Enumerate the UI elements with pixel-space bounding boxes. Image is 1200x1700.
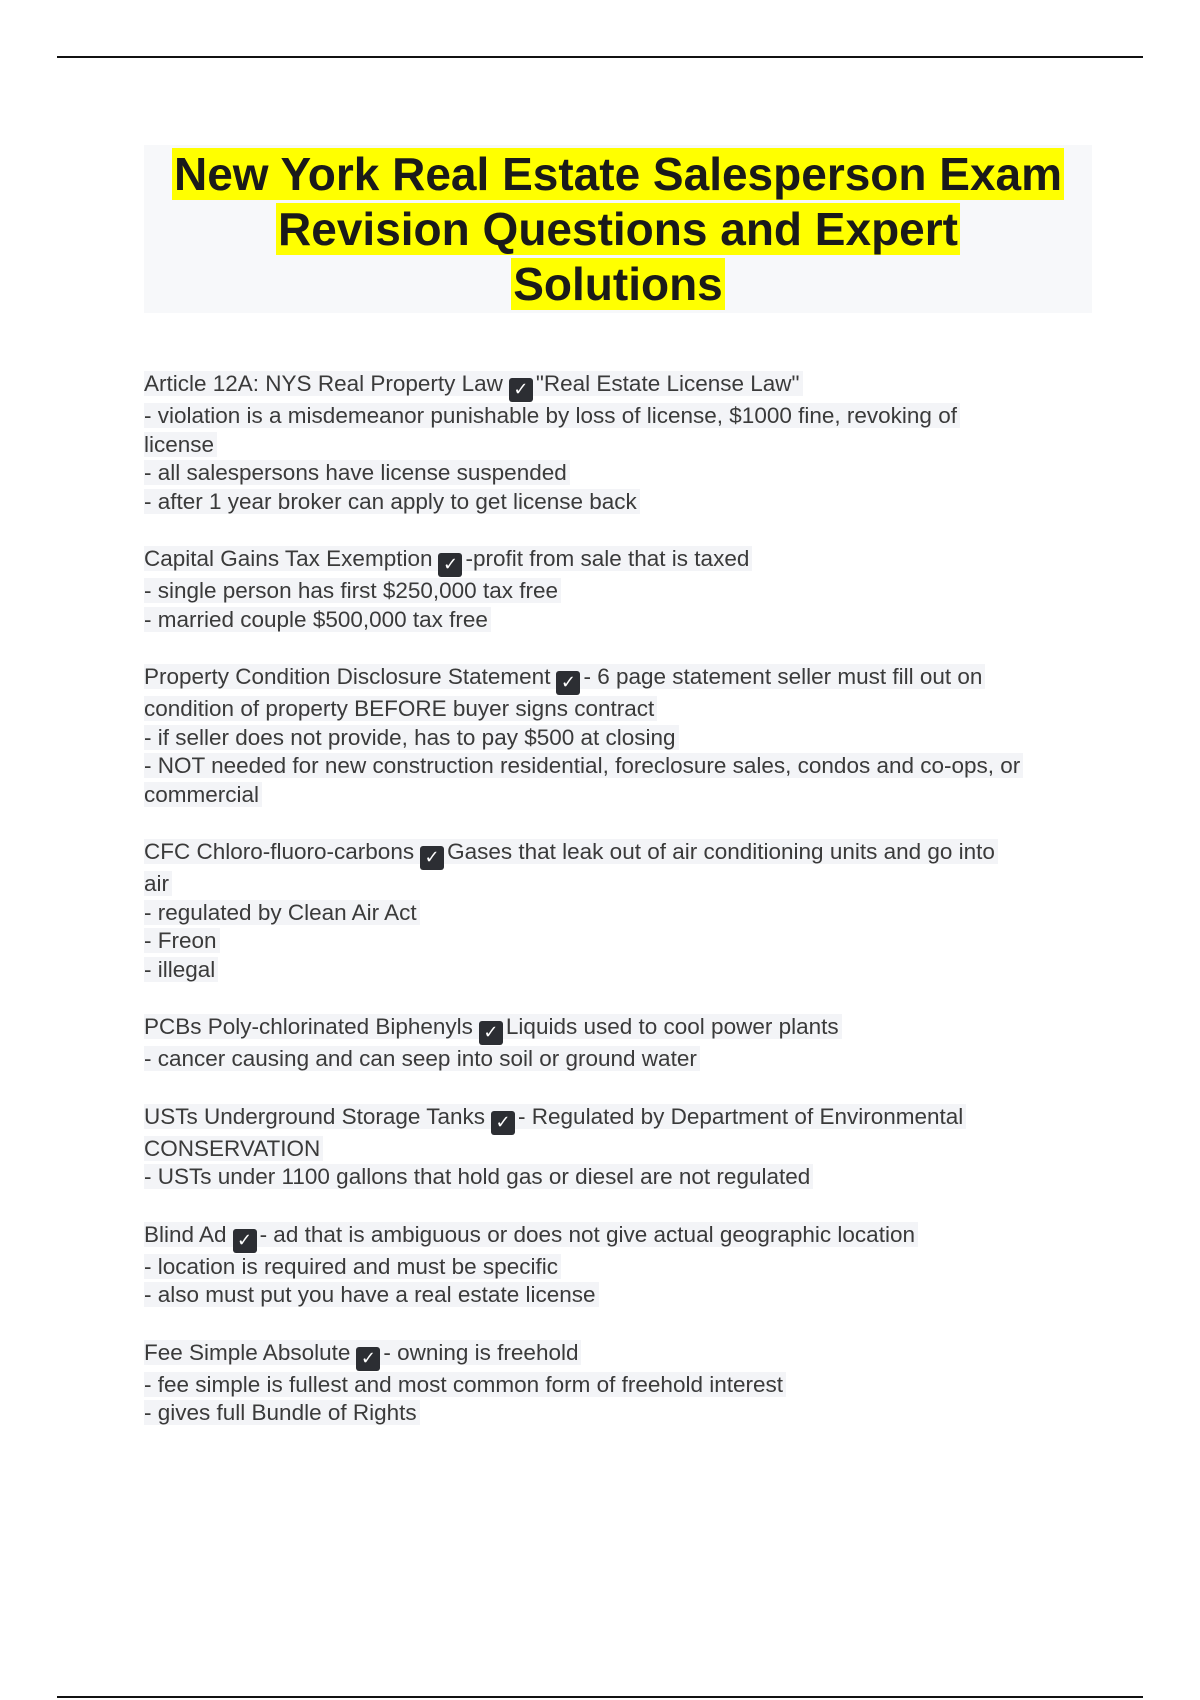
entry-detail-text: - fee simple is fullest and most common form of freehold interest: [144, 1372, 786, 1397]
entry-detail-line: [144, 606, 1094, 635]
entry-heading-highlight: [144, 839, 998, 868]
entry-detail-line: [144, 899, 1094, 928]
entry-heading-line: [144, 838, 1094, 870]
checkmark-icon: ✓: [479, 1021, 503, 1045]
entry-definition: Gases that leak out of air conditioning units and go into: [447, 839, 995, 864]
flashcard-entry: [144, 1339, 1094, 1428]
entry-heading-highlight: [144, 371, 803, 400]
entry-detail-text: - if seller does not provide, has to pay $500 at closing: [144, 725, 679, 750]
entry-heading-highlight: [144, 1339, 581, 1369]
entry-term: Fee Simple Absolute: [144, 1339, 351, 1365]
entry-detail-text: - USTs under 1100 gallons that hold gas or diesel are not regulated: [144, 1164, 813, 1189]
entry-detail-text: - single person has first $250,000 tax free: [144, 578, 561, 603]
entry-detail-line: [144, 1253, 1094, 1282]
entry-heading-line: [144, 1013, 1094, 1045]
entry-detail-line: [144, 488, 1094, 517]
entry-term: USTs Underground Storage Tanks: [144, 1103, 486, 1129]
entry-detail-text: license: [144, 432, 217, 457]
entry-detail-text: - location is required and must be specific: [144, 1254, 561, 1279]
entry-definition: - ad that is ambiguous or does not give actual geographic location: [259, 1221, 915, 1247]
entry-detail-line: [144, 1399, 1094, 1428]
entry-detail-text: commercial: [144, 782, 262, 807]
entry-definition: - owning is freehold: [383, 1339, 579, 1365]
entry-detail-line: [144, 724, 1094, 753]
checkmark-icon: ✓: [420, 846, 444, 870]
checkmark-icon: ✓: [356, 1347, 380, 1371]
entry-detail-line: [144, 459, 1094, 488]
flashcard-entry: [144, 370, 1094, 516]
title-line-2: Revision Questions and Expert: [278, 203, 958, 255]
entry-detail-line: [144, 927, 1094, 956]
entry-detail-text: - after 1 year broker can apply to get license back: [144, 489, 640, 514]
entry-heading-highlight: [144, 546, 752, 575]
checkmark-icon: ✓: [509, 378, 533, 402]
entry-detail-text: - NOT needed for new construction residential, foreclosure sales, condos and co-ops, or: [144, 753, 1023, 778]
entry-detail-line: [144, 577, 1094, 606]
entry-detail-line: [144, 695, 1094, 724]
checkmark-icon: ✓: [491, 1111, 515, 1135]
entry-detail-text: condition of property BEFORE buyer signs contract: [144, 696, 657, 721]
title-line-3: Solutions: [513, 258, 723, 310]
entry-term: Blind Ad: [144, 1221, 227, 1247]
entry-heading-highlight: [144, 1221, 918, 1251]
entry-detail-line: [144, 1163, 1094, 1192]
entry-detail-text: - gives full Bundle of Rights: [144, 1400, 420, 1425]
top-rule: [57, 56, 1143, 58]
entry-heading-line: [144, 370, 1094, 402]
entry-detail-text: - all salespersons have license suspended: [144, 460, 570, 485]
title-line-1: New York Real Estate Salesperson Exam: [173, 148, 1063, 200]
entry-term: CFC Chloro-fluoro-carbons: [144, 839, 415, 864]
entry-heading-highlight: [144, 664, 985, 693]
entry-detail-line: [144, 1371, 1094, 1400]
checkmark-icon: ✓: [233, 1229, 257, 1253]
entry-heading-highlight: [144, 1014, 842, 1043]
entry-term: Property Condition Disclosure Statement: [144, 664, 551, 689]
entry-heading-highlight: [144, 1103, 966, 1133]
entry-heading-line: [144, 545, 1094, 577]
entry-term: PCBs Poly-chlorinated Biphenyls: [144, 1014, 473, 1039]
checkmark-icon: ✓: [438, 553, 462, 577]
flashcard-entry: [144, 1221, 1094, 1310]
entry-detail-line: [144, 402, 1094, 431]
flashcard-entry: [144, 663, 1094, 809]
entry-detail-line: [144, 752, 1094, 781]
entry-definition: - Regulated by Department of Environmental: [518, 1103, 964, 1129]
entry-term: Article 12A: NYS Real Property Law: [144, 371, 503, 396]
entry-detail-line: [144, 781, 1094, 810]
flashcard-entry: [144, 838, 1094, 984]
entry-detail-text: air: [144, 871, 172, 896]
entry-heading-line: [144, 1221, 1094, 1253]
entry-definition: Liquids used to cool power plants: [505, 1014, 839, 1039]
entry-detail-text: - cancer causing and can seep into soil or ground water: [144, 1046, 700, 1071]
bottom-rule: [57, 1696, 1143, 1698]
checkmark-icon: ✓: [556, 671, 580, 695]
entry-detail-line: [144, 431, 1094, 460]
entry-detail-line: [144, 870, 1094, 899]
entry-definition: - 6 page statement seller must fill out on: [583, 664, 983, 689]
entry-detail-text: - Freon: [144, 928, 220, 953]
flashcard-list: [144, 370, 1094, 1457]
entry-definition: -profit from sale that is taxed: [465, 546, 750, 571]
entry-detail-line: [144, 1281, 1094, 1310]
flashcard-entry: [144, 1013, 1094, 1074]
entry-detail-line: [144, 1045, 1094, 1074]
entry-detail-text: CONSERVATION: [144, 1136, 323, 1161]
entry-heading-line: [144, 663, 1094, 695]
entry-heading-line: [144, 1339, 1094, 1371]
entry-term: Capital Gains Tax Exemption: [144, 546, 433, 571]
entry-detail-line: [144, 1135, 1094, 1164]
entry-heading-line: [144, 1103, 1094, 1135]
entry-detail-text: - married couple $500,000 tax free: [144, 607, 491, 632]
flashcard-entry: [144, 1103, 1094, 1192]
title-block: [144, 145, 1092, 313]
entry-detail-text: - violation is a misdemeanor punishable by loss of license, $1000 fine, revoking of: [144, 403, 960, 428]
entry-definition: "Real Estate License Law": [535, 371, 800, 396]
entry-detail-text: - regulated by Clean Air Act: [144, 900, 420, 925]
flashcard-entry: [144, 545, 1094, 634]
page-title: [144, 145, 1092, 312]
entry-detail-text: - illegal: [144, 957, 218, 982]
entry-detail-line: [144, 956, 1094, 985]
entry-detail-text: - also must put you have a real estate license: [144, 1282, 599, 1307]
